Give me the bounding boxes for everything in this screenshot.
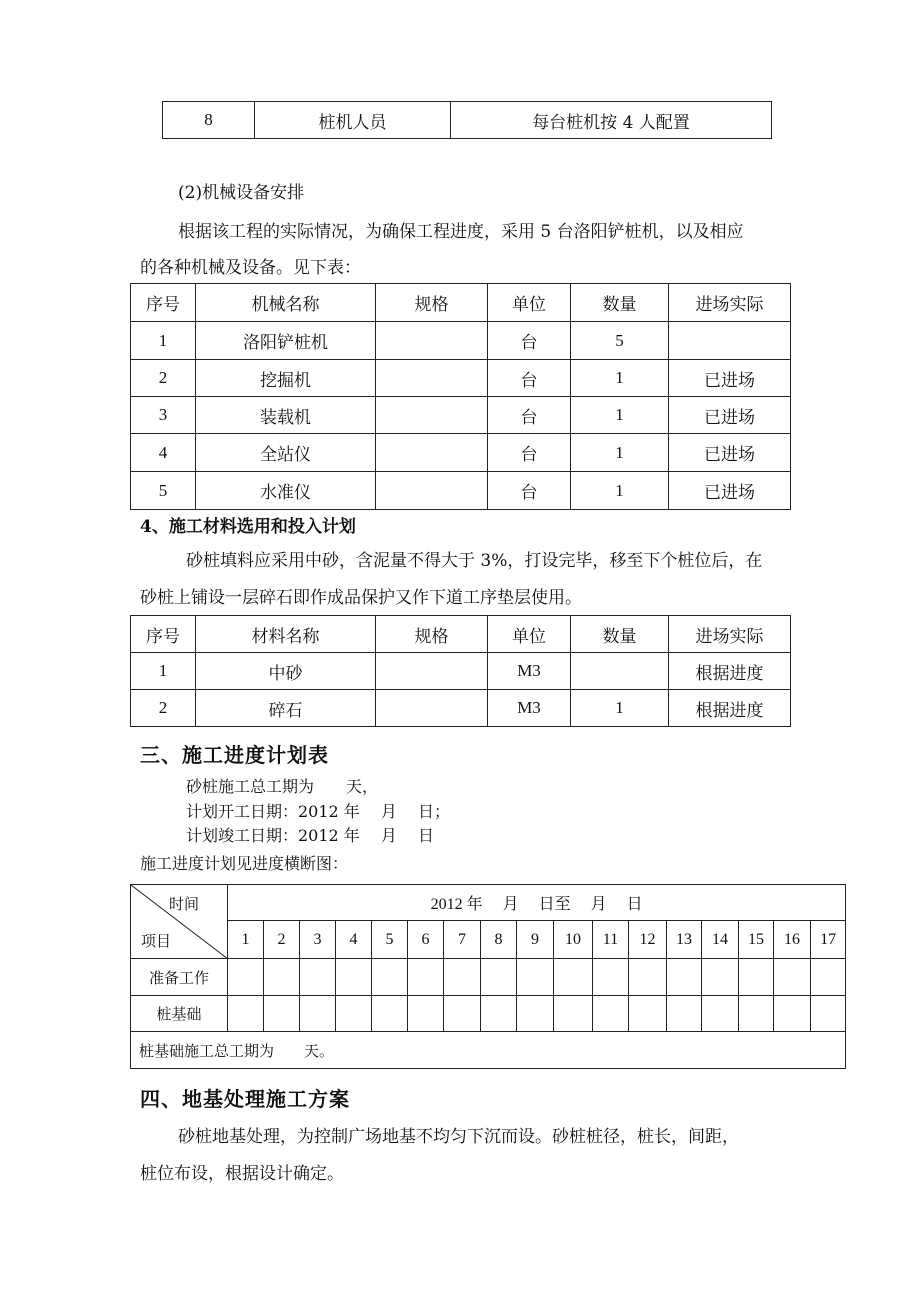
- end-date-line: 计划竣工日期：2012 年 月 日: [186, 826, 434, 845]
- gantt-cell: [593, 996, 629, 1032]
- gantt-period: 2012 年 月 日至 月 日: [228, 885, 846, 921]
- table-cell: 1: [571, 397, 669, 434]
- gantt-cell: [228, 959, 264, 996]
- gantt-task-row: [131, 996, 846, 1032]
- gantt-intro-line: 施工进度计划见进度横断图：: [140, 854, 349, 873]
- table-cell: M3: [488, 690, 571, 727]
- day-cell: 5: [372, 921, 408, 959]
- gantt-cell: [702, 959, 739, 996]
- table-cell: 根据进度: [669, 690, 791, 727]
- table-cell: [376, 360, 488, 397]
- day-cell: 7: [444, 921, 481, 959]
- gantt-cell: [444, 996, 481, 1032]
- gantt-cell: [300, 959, 336, 996]
- column-header: 单位: [488, 616, 571, 653]
- day-cell: 3: [300, 921, 336, 959]
- table-row: [131, 472, 791, 510]
- table-cell: 台: [488, 434, 571, 472]
- table-cell: [571, 653, 669, 690]
- gantt-cell: [264, 996, 300, 1032]
- section-four-para-line2: 桩位布设，根据设计确定。: [140, 1164, 344, 1184]
- table-cell: [669, 322, 791, 360]
- gantt-cell: [228, 996, 264, 1032]
- table-cell: 2: [131, 360, 196, 397]
- column-header: 序号: [131, 616, 196, 653]
- gantt-cell: [444, 959, 481, 996]
- column-header: 进场实际: [669, 616, 791, 653]
- table-cell: 已进场: [669, 434, 791, 472]
- gantt-cell: [336, 996, 372, 1032]
- table-row: [131, 653, 791, 690]
- column-header: 数量: [571, 616, 669, 653]
- day-cell: 17: [811, 921, 846, 959]
- column-header: 进场实际: [669, 284, 791, 322]
- gantt-table: [130, 884, 846, 1069]
- gantt-cell: [667, 959, 702, 996]
- column-header: 数量: [571, 284, 669, 322]
- table-cell: 洛阳铲桩机: [196, 322, 376, 360]
- table-cell: 根据进度: [669, 653, 791, 690]
- section-three-title: 三、施工进度计划表: [140, 743, 329, 767]
- column-header: 单位: [488, 284, 571, 322]
- table-cell: 已进场: [669, 397, 791, 434]
- gantt-cell: [408, 996, 444, 1032]
- table-cell: 台: [488, 397, 571, 434]
- corner-item-label: 项目: [141, 932, 172, 950]
- task-label: 准备工作: [131, 959, 228, 996]
- table-row: [163, 102, 772, 139]
- table-cell: 1: [131, 322, 196, 360]
- table-cell: 碎石: [196, 690, 376, 727]
- table-row: [131, 360, 791, 397]
- column-header: 规格: [376, 284, 488, 322]
- gantt-cell: [264, 959, 300, 996]
- table-row: [131, 397, 791, 434]
- table-cell: 中砂: [196, 653, 376, 690]
- gantt-cell: [593, 959, 629, 996]
- section-4-para-line1: 砂桩填料应采用中砂，含泥量不得大于 3%，打设完毕，移至下个桩位后，在: [186, 551, 763, 571]
- gantt-cell: [702, 996, 739, 1032]
- section-2-para-line2: 的各种机械及设备。见下表：: [140, 258, 361, 278]
- gantt-cell: [408, 959, 444, 996]
- day-cell: 11: [593, 921, 629, 959]
- gantt-cell: [774, 996, 811, 1032]
- section-4-para-line2: 砂桩上铺设一层碎石即作成品保护又作下道工序垫层使用。: [140, 588, 582, 608]
- machine-table: [130, 283, 791, 510]
- gantt-cell: [481, 996, 517, 1032]
- gantt-cell: [739, 959, 774, 996]
- table-cell: [376, 322, 488, 360]
- gantt-cell: [481, 959, 517, 996]
- column-header: 材料名称: [196, 616, 376, 653]
- day-cell: 8: [481, 921, 517, 959]
- table-cell: 挖掘机: [196, 360, 376, 397]
- day-cell: 14: [702, 921, 739, 959]
- table-cell: 台: [488, 322, 571, 360]
- section-4-title: 4、施工材料选用和投入计划: [140, 517, 356, 537]
- table-cell: 2: [131, 690, 196, 727]
- staff-note: 每台桩机按 4 人配置: [451, 102, 772, 139]
- task-label: 桩基础: [131, 996, 228, 1032]
- gantt-cell: [300, 996, 336, 1032]
- start-date-line: 计划开工日期：2012 年 月 日；: [186, 802, 450, 821]
- table-cell: 台: [488, 360, 571, 397]
- gantt-cell: [554, 996, 593, 1032]
- section-2-para-line1: 根据该工程的实际情况，为确保工程进度，采用 5 台洛阳铲桩机，以及相应: [178, 222, 744, 242]
- corner-time-label: 时间: [169, 895, 200, 913]
- section-four-para-line1: 砂桩地基处理，为控制广场地基不均匀下沉而设。砂桩桩径，桩长，间距，: [178, 1127, 739, 1147]
- day-cell: 2: [264, 921, 300, 959]
- staff-name: 桩机人员: [255, 102, 451, 139]
- total-duration-line: 砂桩施工总工期为 天，: [186, 777, 379, 796]
- day-cell: 4: [336, 921, 372, 959]
- day-cell: 10: [554, 921, 593, 959]
- gantt-cell: [554, 959, 593, 996]
- material-table: [130, 615, 791, 727]
- day-cell: 6: [408, 921, 444, 959]
- table-cell: 全站仪: [196, 434, 376, 472]
- day-cell: 16: [774, 921, 811, 959]
- gantt-days-row: [131, 921, 846, 959]
- gantt-footer: 桩基础施工总工期为 天。: [131, 1032, 846, 1069]
- table-cell: 已进场: [669, 472, 791, 510]
- table-row: [131, 434, 791, 472]
- gantt-footer-row: [131, 1032, 846, 1069]
- table-cell: 装载机: [196, 397, 376, 434]
- table-cell: 1: [571, 434, 669, 472]
- gantt-cell: [811, 996, 846, 1032]
- gantt-cell: [336, 959, 372, 996]
- day-cell: 9: [517, 921, 554, 959]
- table-cell: M3: [488, 653, 571, 690]
- gantt-task-row: [131, 959, 846, 996]
- gantt-cell: [774, 959, 811, 996]
- gantt-cell: [517, 996, 554, 1032]
- section-four-title: 四、地基处理施工方案: [140, 1087, 350, 1111]
- table-cell: 1: [571, 360, 669, 397]
- column-header: 规格: [376, 616, 488, 653]
- gantt-cell: [372, 959, 408, 996]
- table-cell: 5: [131, 472, 196, 510]
- gantt-cell: [667, 996, 702, 1032]
- gantt-cell: [372, 996, 408, 1032]
- table-cell: [376, 397, 488, 434]
- section-2-title: (2)机械设备安排: [178, 183, 305, 203]
- table-cell: 1: [571, 690, 669, 727]
- column-header: 机械名称: [196, 284, 376, 322]
- table-cell: 4: [131, 434, 196, 472]
- table-row: [131, 690, 791, 727]
- gantt-cell: [517, 959, 554, 996]
- table-cell: [376, 653, 488, 690]
- staff-table: [162, 101, 772, 139]
- staff-no: 8: [163, 102, 255, 139]
- day-cell: 12: [629, 921, 667, 959]
- table-cell: 1: [571, 472, 669, 510]
- table-cell: 已进场: [669, 360, 791, 397]
- column-header: 序号: [131, 284, 196, 322]
- day-cell: 1: [228, 921, 264, 959]
- gantt-period-row: [131, 885, 846, 921]
- table-cell: 3: [131, 397, 196, 434]
- table-header-row: [131, 284, 791, 322]
- table-cell: [376, 690, 488, 727]
- gantt-cell: [629, 996, 667, 1032]
- day-cell: 13: [667, 921, 702, 959]
- gantt-cell: [811, 959, 846, 996]
- table-row: [131, 322, 791, 360]
- day-cell: 15: [739, 921, 774, 959]
- table-cell: 水准仪: [196, 472, 376, 510]
- gantt-corner-cell: [131, 885, 228, 959]
- table-cell: 5: [571, 322, 669, 360]
- gantt-cell: [629, 959, 667, 996]
- gantt-cell: [739, 996, 774, 1032]
- table-cell: 台: [488, 472, 571, 510]
- table-cell: [376, 472, 488, 510]
- table-cell: [376, 434, 488, 472]
- table-cell: 1: [131, 653, 196, 690]
- table-header-row: [131, 616, 791, 653]
